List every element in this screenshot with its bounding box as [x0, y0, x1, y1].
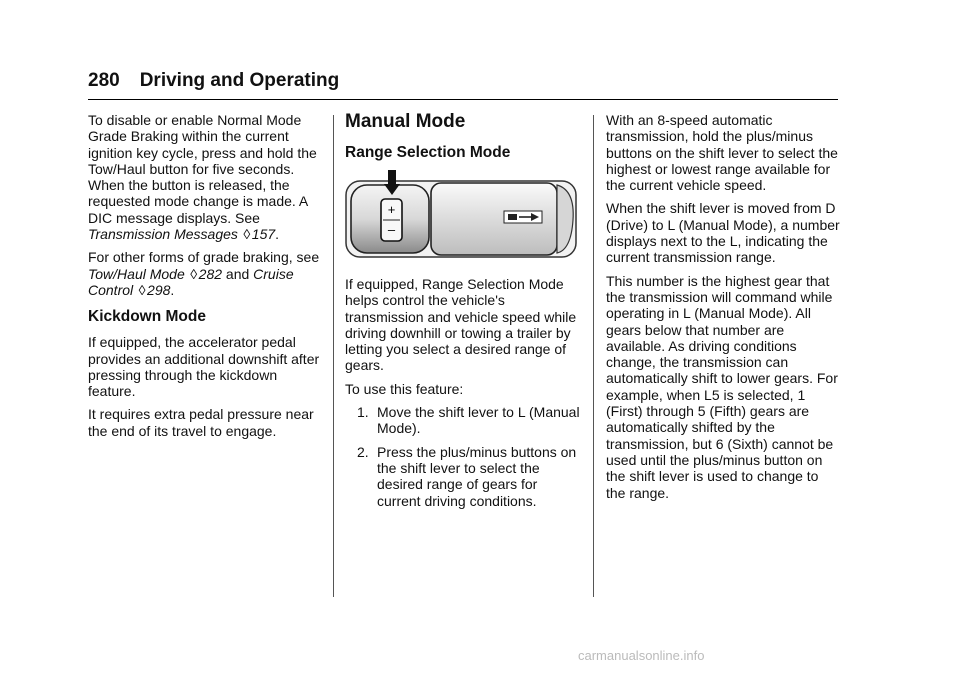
link-cruise-control[interactable]: Cruise Control: [88, 265, 294, 298]
paragraph: This number is the highest gear that the transmission will command while operating in L (Manual Mode). All gears below that number are available. As driving conditions change, the transmission can automatically shift to lower gears. For example, when L5 is selected, 1 (First) through 5 (Fifth) gears are automatically shifted by the transmission, but 6 (Sixth) cannot be used until the plus/minus button on the shift lever is used to change to the range.: [606, 272, 838, 501]
shift-lever-illustration: [345, 170, 577, 266]
text: and: [225, 265, 250, 282]
text: For other forms of grade braking, see: [88, 249, 320, 266]
page-ref-icon: ◊: [190, 265, 198, 282]
section-title: Driving and Operating: [139, 70, 340, 91]
paragraph: When the shift lever is moved from D (Drive) to L (Manual Mode), a number displays next to the L, indicating the current transmission range.: [606, 200, 840, 266]
page-header: [88, 70, 838, 92]
steps-list: [345, 404, 580, 509]
paragraph: For other forms of grade braking, see Tow/Haul Mode ◊ 282 and Cruise Control ◊ 298.: [88, 249, 320, 298]
plus-label: +: [387, 202, 396, 217]
page-ref-157[interactable]: 157: [251, 226, 276, 243]
step-text: Move the shift lever to L (Manual Mode).: [377, 404, 580, 437]
header-rule: [88, 99, 838, 100]
text: To disable or enable Normal Mode Grade Braking within the current ignition key cycle, press and hold the Tow/Haul button for five seconds. When the button is released, the requested mode change is made. A DIC message displays. See: [88, 112, 317, 226]
watermark: carmanualsonline.info: [578, 648, 705, 663]
paragraph: To use this feature:: [345, 380, 464, 397]
minus-label: –: [387, 222, 396, 237]
link-tow-haul-mode[interactable]: Tow/Haul Mode: [88, 265, 185, 282]
link-transmission-messages[interactable]: Transmission Messages: [88, 226, 238, 243]
page-ref-282[interactable]: 282: [198, 265, 223, 282]
column-middle: [345, 112, 580, 516]
paragraph: With an 8-speed automatic transmission, hold the plus/minus buttons on the shift lever to select the highest or lowest range available for the current vehicle speed.: [606, 112, 838, 194]
column-divider: [333, 115, 334, 597]
column-right: [606, 112, 841, 508]
page-number: 280: [88, 70, 120, 91]
step-text: Press the plus/minus buttons on the shift lever to select the desired range of gears for current driving conditions.: [377, 443, 577, 509]
trailer-icon: [508, 214, 517, 220]
paragraph: It requires extra pedal pressure near the end of its travel to engage.: [88, 406, 314, 439]
paragraph: If equipped, Range Selection Mode helps control the vehicle's transmission and vehicle speed while driving downhill or towing a trailer by letting you select a desired range of gears.: [345, 276, 577, 374]
paragraph: If equipped, the accelerator pedal provides an additional downshift after pressing through the kickdown feature.: [88, 334, 320, 400]
column-divider: [593, 115, 594, 597]
step-number: 1.: [357, 404, 369, 421]
list-item: [345, 404, 580, 437]
column-left: [88, 112, 323, 446]
step-number: 2.: [357, 443, 369, 460]
heading-manual-mode: Manual Mode: [345, 111, 466, 132]
page-ref-icon: ◊: [243, 226, 251, 243]
page-ref-icon: ◊: [138, 281, 146, 298]
paragraph: To disable or enable Normal Mode Grade Braking within the current ignition key cycle, press and hold the Tow/Haul button for five seconds. When the button is released, the requested mode change is made. A DIC message displays. See Transmission Messages ◊ 157.: [88, 112, 317, 243]
heading-range-selection-mode: Range Selection Mode: [345, 144, 511, 161]
page-ref-298[interactable]: 298: [147, 281, 171, 298]
list-item: [345, 444, 580, 509]
heading-kickdown-mode: Kickdown Mode: [88, 308, 206, 326]
